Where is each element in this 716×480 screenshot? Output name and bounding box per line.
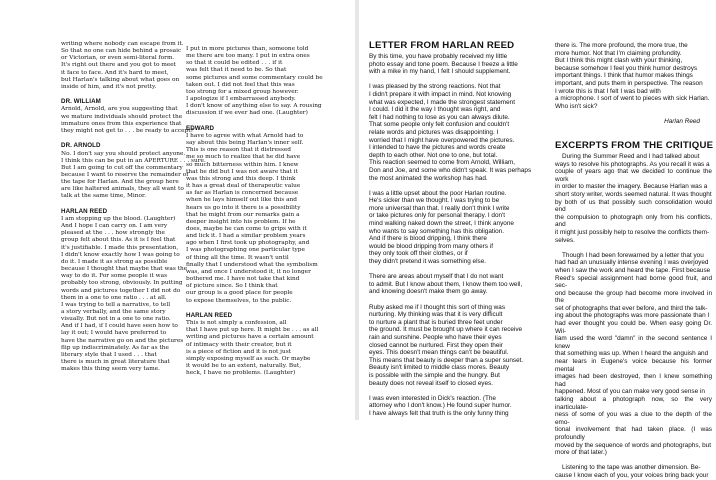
body-paragraph: Ruby asked me if I thought this sort of thing was nurturing. My thinking was that it is very difficult to nurture a plant that is buried three feet under the ground. It must be brought up where it can receive rain and sunshine. People who have their eyes closed cannot be nurtured. First they open their eyes. This doesn't mean things can't be beautiful. This means that beauty is deeper than a super sunset. Beauty isn't limited to middle class mores. Beauty is possible with the simple and the hungry. But beauty does not reveal itself to closed eyes. [369,303,524,387]
left-page [0,0,355,420]
left-page-column-2 [186,46,344,420]
speaker-name: DR. ARNOLD [61,142,101,150]
body-paragraph: There are areas about myself that I do not want to admit. But I know about them, I know them too well, and knowing doesn't make them go away. [369,273,523,296]
right-page-letter-column [369,40,545,420]
body-paragraph: During the Summer Reed and I had talked about ways to resolve his photographs. As you recall it was a couple of years ago that we decided to continue the work in order to master the imagery. Because Harlan was a short story writer, words seemed natural. It was thought by both of us that possibly such consolidation would end the compulsion to photograph only from his conflicts, and it might just possibly help to resolve the conflicts them- selves. [555,153,712,244]
letter-signature: Harlan Reed [664,117,700,125]
body-paragraph: Arnold, Arnold, are you suggesting that we mature individuals should protect the immature ones from this experience that they might not get to . . . be ready to accept? [61,106,194,134]
body-paragraph: I was pleased by the strong reactions. Not that I didn't prepare it with impact in mind. Not knowing what was expected, I made the strongest statement I could. I did it the way I thought was right, and felt I had nothing to lose as you can always dilute. That some people only felt confusion and couldn't relate words and pictures was disappointing. I worried that I might have overpowered the pictures. I intended to have the pictures and words create depth to each other. Not one to one, but total. This reaction seemed to come from Arnold, William, Don and Joe, and some who didn't speak. It was perhaps the most animated the workshop has had. [369,83,532,182]
body-paragraph: Though I had been forewarned by a letter that you had had an unusually intense evening I was overjoyed when I saw the work and heard the tape. First because Reed's special assignment had borne good fruit, and sec- ond because the group had become more involved in the set of photographs that ever before, and third the talk- ing about the photographs was more passionate than I had ever thought you could be. When easy going Dr. Wil- liam used the word "damn" in the second sentence I knew that something was up. When I heard the anguish and near tears in Eugene's voice because his former mental images had been destroyed, then I knew something had happened. Most of you can make very good sense in talking about a photograph now, so the very inarticulate- ness of some of you was a clue to the depth of the emo- tional involvement that had taken place. (I was profoundly moved by the sequence of words and photographs, but more of that later.) [555,251,712,457]
right-page-letter-continuation [555,42,712,138]
body-paragraph: By this time, you have probably received my little photo essay and tone poem. Because I freeze a little with a mike in my hand, I felt I should supplement. [369,53,518,76]
speaker-name: HARLAN REED [186,311,233,319]
body-paragraph: I have to agree with what Arnold had to say about this being Harlan's inner self. This is one reason that it distressed me so much to realize that he did have so much bitterness within him. I knew that he did but I was not aware that it was this strong and this deep. I think it has a great deal of therapeutic value as far as Harlan is concerned because when he lays himself out like this and hears us go into it there is a possibility that he might from our remarks gain a deeper insight into his problem. If he does, maybe he can come to grips with it and lick it. I had a similar problem years ago when I first took up photography, and I was photographing one particular type of thing all the time. It wasn't until finally that I understood what the symbolism was, and once I understood it, it no longer bothered me. I have not take that kind of picture since. So I think that our group is a good place for people to expose themselves, to the public. [186,132,318,304]
speaker-name: EDWARD [186,124,215,132]
body-paragraph: there is. The more profound, the more true, the more humor. Not that I'm claiming profundity. But I think this might clash with your thinking, because somehow I feel you think humor destroys important things. I think that humor makes things important, and puts them in perspective. The reason I wrote this is that I felt I was bad with a microphone. I sort of went to pieces with sick Harlan. Who isn't sick? [555,42,710,110]
body-paragraph: Listening to the tape was another dimension. Be- cause I know each of you, your voices bring back your [555,464,709,479]
body-paragraph: I was even interested in Dick's reaction. (The attorney who I don't know.) He found super humor. I have always felt that truth is the only funny thing [369,394,512,417]
speaker-name: HARLAN REED [61,207,108,215]
body-paragraph: I was a little upset about the poor Harlan routine. He's sicker than we thought. I was trying to be more universal than that. I really don't think I write or take pictures only for personal therapy. I don't mind walking naked down the street, I think anyone who wants to say something has this obligation. And if there is blood dripping, I think there would be blood dripping from many others if they only took off their clothes, or if they didn't pretend it was something else. [369,189,514,266]
section-heading: EXCERPTS FROM THE CRITIQUE [555,140,714,151]
body-paragraph: No. I don't say you should protect anyone. I think this can be put in an APERTURE . . . sure. But I am going to cut off the commentary because I want to reserve the remainder of the tape for Harlan. And the group here are like haltered animals, they all want to talk at the same time, Minor. [61,150,206,200]
body-paragraph: I put in more pictures than, someone told me there are too many. I put in extra ones so that it could be edited . . . if it was felt that it need to be. So that some pictures and some commentary could be taken out. I did not feel that this was too strong for a mixed group however. I apologize if I embarrassed anybody. I don't know of anything else to say. A rousing discussion if we ever had one. (Laughter) [186,46,323,117]
speaker-name: DR. WILLIAM [61,98,101,106]
body-paragraph: This is not simply a confession, all that I have put up here. It might be . . . as all writing and pictures have a certain amount of intimacy with their creator, but it is a piece of fiction and it is not just simply exposing myself as such. Or maybe it would be to an extent, naturally. But, heck, I have no problems. (Laughter) [186,320,319,377]
body-paragraph: writing where nobody can escape from it. So that no one can hide behind a prosaic or Victorian, or even semi-literal form. It's right out there and you got to meet it face to face. And it's hard to meet, but Harlan's talking about what goes on inside of him, and it's not pretty. [61,41,184,90]
body-paragraph: I am stopping up the blood. (Laughter) And I hope I can carry on. I am very pleased at the . . . how strongly the group felt about this. As it is I feel that it's justifiable. I made this presentation, I didn't know exactly how I was going to do it. I made it as strong as possible because I thought that maybe that was the way to do it. For some people it was probably too strong, obviously. In putting words and pictures together I did not do them in a one to one ratio . . . at all. I was trying to tell a narrative, to tell a story verbally, and the same story visually. But not in a one to one ratio. And if I had, if I could have seen how to lay it out; I would have preferred to have the narrative go on and the pictures flip up indiscriminately. As far as the literary style that I used . . . that there is much in great literature that makes this thing seem very tame. [61,215,188,373]
section-heading: LETTER FROM HARLAN REED [369,40,515,51]
right-page-critique-column [555,140,714,479]
right-page [359,0,716,479]
